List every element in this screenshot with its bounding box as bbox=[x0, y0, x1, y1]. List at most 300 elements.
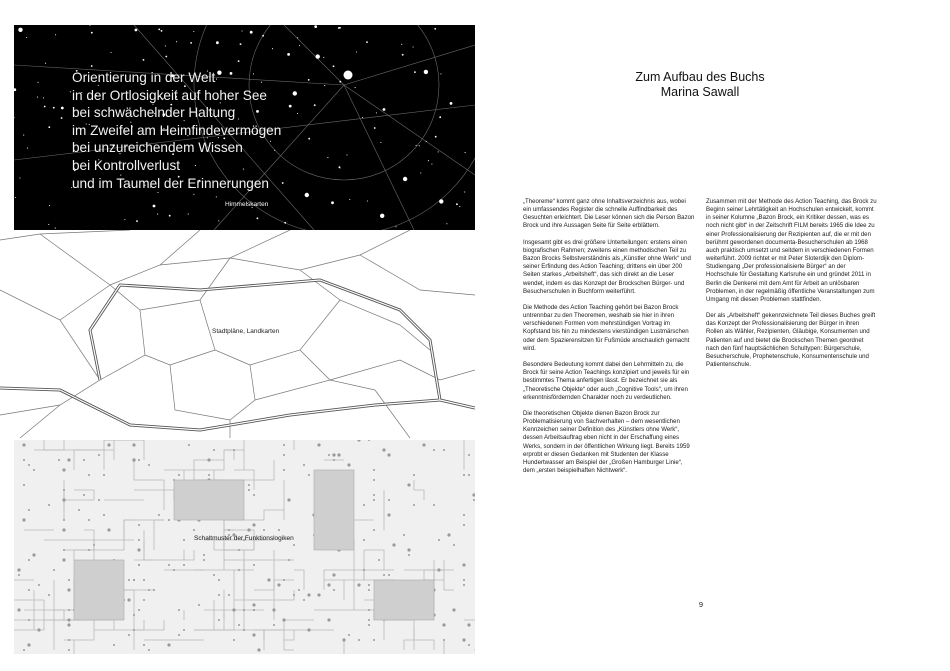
solder-pad bbox=[178, 634, 180, 636]
solder-pad bbox=[243, 609, 245, 611]
solder-pad bbox=[48, 594, 50, 596]
solder-pad bbox=[392, 543, 395, 546]
circuit-trace bbox=[134, 490, 174, 500]
star bbox=[435, 136, 437, 138]
solder-pad bbox=[213, 574, 215, 576]
solder-pad bbox=[203, 559, 205, 561]
poem-line: in der Ortlosigkeit auf hoher See bbox=[72, 87, 267, 103]
star bbox=[456, 203, 458, 205]
star bbox=[15, 197, 16, 198]
solder-pad bbox=[373, 469, 375, 471]
solder-pad bbox=[32, 553, 35, 556]
solder-pad bbox=[382, 448, 385, 451]
star bbox=[293, 91, 297, 95]
solder-pad bbox=[357, 583, 360, 586]
circuit-trace bbox=[384, 620, 414, 640]
solder-pad bbox=[272, 608, 275, 611]
solder-pad bbox=[463, 584, 465, 586]
solder-pad bbox=[368, 624, 370, 626]
star bbox=[44, 106, 46, 108]
solder-pad bbox=[253, 609, 255, 611]
poem-line: Orientierung in der Welt bbox=[72, 70, 216, 85]
solder-pad bbox=[63, 549, 65, 551]
solder-pad bbox=[138, 564, 140, 566]
solder-pad bbox=[273, 624, 275, 626]
author-name: Marina Sawall bbox=[660, 85, 740, 99]
circuit-trace bbox=[254, 550, 274, 590]
solder-pad bbox=[138, 609, 140, 611]
solder-pad bbox=[17, 608, 20, 611]
solder-pad bbox=[68, 609, 70, 611]
star bbox=[431, 163, 432, 164]
star bbox=[339, 166, 341, 168]
solder-pad bbox=[27, 643, 30, 646]
star bbox=[48, 224, 49, 225]
solder-pad bbox=[368, 440, 370, 441]
star bbox=[61, 117, 63, 119]
solder-pad bbox=[293, 544, 295, 546]
solder-pad bbox=[113, 644, 115, 646]
star bbox=[355, 87, 356, 88]
solder-pad bbox=[128, 634, 130, 636]
star bbox=[165, 56, 167, 58]
solder-pad bbox=[37, 628, 40, 631]
solder-pad bbox=[373, 529, 375, 531]
solder-pad bbox=[307, 593, 310, 596]
solder-pad bbox=[67, 618, 70, 621]
star bbox=[428, 160, 429, 161]
circuit-trace bbox=[364, 550, 384, 570]
star bbox=[188, 214, 189, 215]
star bbox=[55, 228, 56, 229]
star bbox=[308, 138, 310, 140]
star bbox=[238, 60, 240, 62]
star bbox=[401, 44, 402, 45]
solder-pad bbox=[143, 599, 145, 601]
solder-pad bbox=[28, 619, 30, 621]
solder-pad bbox=[68, 639, 70, 641]
circuit-trace bbox=[154, 520, 164, 550]
solder-pad bbox=[287, 498, 290, 501]
star bbox=[240, 43, 242, 45]
star bbox=[316, 54, 320, 58]
star bbox=[297, 37, 298, 38]
circuit-trace bbox=[294, 570, 304, 590]
solder-pad bbox=[252, 633, 255, 636]
solder-pad bbox=[327, 618, 330, 621]
star bbox=[43, 97, 44, 98]
solder-pad bbox=[132, 458, 135, 461]
solder-pad bbox=[248, 484, 250, 486]
solder-pad bbox=[183, 539, 185, 541]
star bbox=[362, 117, 363, 118]
star bbox=[153, 205, 156, 208]
solder-pad bbox=[413, 504, 415, 506]
star bbox=[70, 91, 71, 92]
poem-line: bei Kontrollverlust bbox=[72, 157, 181, 173]
solder-pad bbox=[347, 463, 350, 466]
solder-pad bbox=[288, 559, 290, 561]
solder-pad bbox=[257, 648, 260, 651]
solder-pad bbox=[23, 484, 25, 486]
solder-pad bbox=[463, 474, 465, 476]
solder-pad bbox=[267, 578, 270, 581]
solder-pad bbox=[193, 529, 195, 531]
star bbox=[299, 45, 300, 46]
star bbox=[327, 157, 328, 158]
solder-pad bbox=[283, 469, 285, 471]
solder-pad bbox=[388, 454, 390, 456]
solder-pad bbox=[373, 639, 375, 641]
solder-pad bbox=[387, 513, 390, 516]
star bbox=[282, 182, 284, 184]
circuit-trace bbox=[184, 550, 194, 560]
solder-pad bbox=[373, 479, 375, 481]
star bbox=[366, 41, 368, 43]
circuit-trace bbox=[14, 570, 34, 580]
solder-pad bbox=[63, 489, 65, 491]
text-column-left bbox=[523, 198, 695, 483]
solder-pad bbox=[143, 644, 145, 646]
solder-pad bbox=[358, 639, 360, 641]
paragraph: Die theoretischen Objekte dienen Bazon Brock zur Problematisierung von Sachverhalten – dem wesentlichen Kennzeichen seiner Definition des „Künstlers ohne Werk“, dessen Arbeitsauftrag eben nicht in der Erschaffung eines Werks, sondern in der öffentlichen Wirkung liegt. Bereits 1959 erprobt er diesen Gedanken mit Studenten der Klasse Hundertwasser am Beispiel der „Großen Hamburger Linie“, dem „ersten beispielhaften Nichtwerk“. bbox=[523, 410, 690, 475]
circuit-trace bbox=[64, 640, 74, 654]
solder-pad bbox=[453, 544, 455, 546]
star bbox=[395, 226, 396, 227]
solder-pad bbox=[368, 619, 370, 621]
solder-pad bbox=[93, 544, 95, 546]
solder-pad bbox=[248, 489, 250, 491]
solder-pad bbox=[48, 504, 50, 506]
solder-pad bbox=[283, 579, 285, 581]
solder-pad bbox=[68, 579, 70, 581]
solder-pad bbox=[128, 579, 130, 581]
solder-pad bbox=[143, 579, 145, 581]
circuit-trace bbox=[284, 630, 294, 640]
solder-pad bbox=[368, 609, 370, 611]
solder-pad bbox=[463, 524, 465, 526]
star bbox=[143, 59, 145, 61]
star bbox=[27, 148, 28, 149]
star bbox=[165, 45, 166, 46]
solder-pad bbox=[357, 440, 360, 442]
solder-pad bbox=[468, 644, 470, 646]
solder-pad bbox=[327, 583, 330, 586]
circuit-trace bbox=[74, 450, 114, 470]
solder-pad bbox=[62, 528, 65, 531]
solder-pad bbox=[207, 458, 210, 461]
solder-pad bbox=[132, 443, 135, 446]
solder-pad bbox=[138, 459, 140, 461]
solder-pad bbox=[303, 599, 305, 601]
solder-pad bbox=[408, 554, 410, 556]
star bbox=[158, 29, 160, 31]
star bbox=[136, 220, 138, 222]
star bbox=[333, 65, 335, 67]
solder-pad bbox=[243, 629, 245, 631]
star bbox=[157, 214, 158, 215]
solder-pad bbox=[363, 504, 365, 506]
star bbox=[439, 199, 443, 203]
star bbox=[91, 65, 93, 67]
caption-city-maps: Stadtpläne, Landkarten bbox=[212, 328, 280, 335]
solder-pad bbox=[333, 589, 335, 591]
solder-pad bbox=[228, 529, 230, 531]
circuit-trace bbox=[74, 550, 84, 560]
solder-pad bbox=[133, 629, 135, 631]
solder-pad bbox=[232, 608, 235, 611]
solder-pad bbox=[58, 459, 60, 461]
circuit-trace bbox=[14, 600, 44, 630]
orientation-poem bbox=[72, 69, 281, 192]
solder-pad bbox=[238, 624, 240, 626]
solder-pad bbox=[317, 443, 320, 446]
caption-circuit-patterns: Schaltmuster der Funktionslogiken bbox=[194, 535, 294, 542]
solder-pad bbox=[67, 458, 70, 461]
solder-pad bbox=[233, 639, 235, 641]
solder-pad bbox=[17, 568, 20, 571]
solder-pad bbox=[342, 638, 345, 641]
solder-pad bbox=[168, 564, 170, 566]
star bbox=[297, 113, 298, 114]
solder-pad bbox=[247, 528, 250, 531]
solder-pad bbox=[238, 549, 240, 551]
star bbox=[287, 53, 290, 56]
solder-pad bbox=[278, 529, 280, 531]
star bbox=[135, 29, 138, 32]
star bbox=[314, 25, 317, 28]
text-column-right bbox=[706, 198, 878, 377]
circuit-trace bbox=[444, 560, 454, 590]
star bbox=[37, 97, 38, 98]
star bbox=[424, 70, 428, 74]
paragraph: „Theoreme“ kommt ganz ohne Inhaltsverzeichnis aus, wobei ein umfassendes Register die schnelle Auffindbarkeit des Gesuchten erleichtert. Die Leser können sich die Person Bazon Brock und ihre Aussagen Seite für Seite erblättern. bbox=[523, 198, 695, 230]
star bbox=[37, 82, 38, 83]
solder-pad bbox=[218, 594, 220, 596]
solder-pad bbox=[433, 449, 435, 451]
star bbox=[413, 46, 414, 47]
chapter-heading: Zum Aufbau des Buchs bbox=[635, 70, 765, 84]
solder-pad bbox=[62, 498, 65, 501]
star bbox=[14, 117, 15, 118]
solder-pad bbox=[462, 638, 465, 641]
circuit-trace bbox=[414, 480, 424, 500]
star bbox=[308, 79, 310, 81]
solder-pad bbox=[98, 454, 100, 456]
solder-pad bbox=[83, 459, 85, 461]
solder-pad bbox=[213, 449, 215, 451]
solder-pad bbox=[67, 588, 70, 591]
solder-pad bbox=[253, 494, 255, 496]
star bbox=[216, 196, 217, 197]
city-map-image bbox=[0, 230, 475, 438]
solder-pad bbox=[22, 443, 25, 446]
solder-pad bbox=[407, 483, 410, 486]
solder-pad bbox=[413, 474, 415, 476]
star bbox=[53, 107, 55, 109]
solder-pad bbox=[373, 494, 375, 496]
circuit-trace bbox=[234, 590, 294, 600]
solder-pad bbox=[148, 464, 150, 466]
solder-pad bbox=[388, 499, 390, 501]
solder-pad bbox=[407, 548, 410, 551]
star bbox=[403, 177, 407, 181]
star bbox=[439, 116, 441, 118]
solder-pad bbox=[138, 524, 140, 526]
circuit-trace bbox=[64, 480, 94, 510]
star bbox=[169, 215, 171, 217]
solder-pad bbox=[337, 453, 340, 456]
solder-pad bbox=[433, 504, 435, 506]
star bbox=[14, 88, 16, 91]
circuit-trace bbox=[294, 440, 304, 450]
solder-pad bbox=[38, 584, 40, 586]
paragraph: Besondere Bedeutung kommt dabei den Lehrmitteln zu, die Brock für seine Action Teachings konzipiert und jeweils für ein bestimmtes Thema anfertigen lässt. Er bezeichnet sie als „Theoretische Objekte“ oder auch „Cognitive Tools“, um ihren erkenntnisfördernden Charakter noch zu verdeutlichen. bbox=[523, 361, 690, 401]
star bbox=[356, 51, 357, 52]
solder-pad bbox=[127, 598, 130, 601]
solder-pad bbox=[363, 569, 365, 571]
solder-pad bbox=[107, 528, 110, 531]
circuit-trace bbox=[114, 440, 144, 460]
solder-pad bbox=[468, 454, 470, 456]
star bbox=[314, 104, 316, 106]
star bbox=[272, 48, 273, 49]
star bbox=[48, 126, 50, 128]
solder-pad bbox=[22, 518, 25, 521]
solder-pad bbox=[138, 539, 140, 541]
solder-pad bbox=[28, 589, 30, 591]
poem-line: bei schwächelnder Haltung bbox=[72, 105, 236, 121]
solder-pad bbox=[443, 639, 445, 641]
solder-pad bbox=[333, 459, 335, 461]
star bbox=[434, 28, 436, 30]
solder-pad bbox=[252, 603, 255, 606]
circuit-trace bbox=[144, 540, 184, 560]
star bbox=[446, 223, 447, 224]
solder-pad bbox=[218, 579, 220, 581]
solder-pad bbox=[78, 509, 80, 511]
solder-pad bbox=[173, 569, 175, 571]
solder-pad bbox=[28, 509, 30, 511]
solder-pad bbox=[107, 443, 110, 446]
star bbox=[257, 217, 259, 219]
star bbox=[419, 145, 420, 146]
circuit-lines bbox=[14, 440, 475, 654]
star bbox=[242, 30, 243, 31]
solder-pad bbox=[62, 558, 65, 561]
solder-pad bbox=[388, 574, 390, 576]
solder-pad bbox=[203, 554, 205, 556]
star bbox=[376, 112, 377, 113]
circuit-trace bbox=[44, 440, 64, 450]
solder-pad bbox=[188, 444, 190, 446]
solder-pad bbox=[282, 618, 285, 621]
circuit-trace bbox=[224, 450, 234, 460]
solder-pad bbox=[283, 444, 285, 446]
paragraph: Die Methode des Action Teaching gehört bei Bazon Brock untrennbar zu den Theoremen, weshalb sie hier in ihren verschiedenen Formen vom mehrstündigen Vortrag im Kopfstand bis hin zu mindestens vierstündigen Lustmärschen oder dem Spazierensitzen für Fußmüde anschaulich gemacht wird. bbox=[523, 304, 690, 352]
solder-pad bbox=[447, 533, 450, 536]
solder-pad bbox=[28, 559, 30, 561]
solder-pad bbox=[178, 609, 180, 611]
solder-pad bbox=[328, 454, 330, 456]
solder-pad bbox=[88, 519, 90, 521]
solder-pad bbox=[383, 574, 385, 576]
star bbox=[323, 57, 324, 58]
solder-pad bbox=[467, 623, 470, 626]
solder-pad bbox=[183, 564, 185, 566]
circuit-pattern-image bbox=[14, 440, 475, 654]
circuit-trace bbox=[124, 520, 134, 540]
solder-pad bbox=[83, 494, 85, 496]
solder-pad bbox=[28, 464, 30, 466]
solder-pad bbox=[133, 579, 135, 581]
solder-pad bbox=[98, 499, 100, 501]
solder-pad bbox=[137, 548, 140, 551]
star bbox=[18, 28, 22, 32]
solder-pad bbox=[153, 589, 155, 591]
solder-pad bbox=[283, 454, 285, 456]
solder-pad bbox=[363, 539, 365, 541]
solder-pad bbox=[403, 534, 405, 536]
star bbox=[110, 52, 111, 53]
star bbox=[124, 219, 125, 220]
circuit-trace bbox=[84, 530, 94, 560]
solder-pad bbox=[183, 629, 185, 631]
star bbox=[91, 32, 93, 34]
solder-pad bbox=[228, 594, 230, 596]
star bbox=[284, 222, 286, 224]
solder-pad bbox=[463, 514, 465, 516]
solder-pad bbox=[23, 649, 25, 651]
circuit-trace bbox=[404, 640, 434, 650]
star bbox=[331, 201, 334, 204]
star bbox=[426, 141, 427, 142]
circuit-trace bbox=[194, 600, 234, 630]
paragraph: Zusammen mit der Methode des Action Teaching, das Brock zu Beginn seiner Lehrtätigkeit an Hochschulen entwickelt, kommt in seiner Kolumne „Bazon Brock, ein Kritiker dessen, was es noch nicht gibt“ in der Zeitschrift FILM bereits 1965 die Idee zu einer Professionalisierung der Rezipienten auf, die er mit den berühmt gewordenen documenta-Besucherschulen ab 1968 auch praktisch umsetzt und seitdem in verschiedenen Formen weiterführt. 2009 richtet er mit Peter Sloterdijk den Diplom-Studiengang „Der professionalisierte Bürger“ an der Hochschule für Gestaltung Karlsruhe ein und gründet 2011 in Berlin die Denkerei mit dem Amt für Arbeit an unlösbaren Problemen, in der regelmäßig öffentliche Veranstaltungen zum Umgang mit diesen Problemen stattfinden. bbox=[706, 198, 877, 303]
star bbox=[464, 191, 465, 192]
solder-pad bbox=[437, 568, 440, 571]
solder-pad bbox=[88, 549, 90, 551]
solder-pad bbox=[103, 514, 105, 516]
solder-pad bbox=[422, 443, 425, 446]
solder-pad bbox=[158, 514, 160, 516]
circuit-trace bbox=[134, 620, 164, 630]
solder-pad bbox=[252, 523, 255, 526]
star bbox=[383, 108, 386, 111]
star bbox=[414, 71, 416, 73]
solder-pad bbox=[148, 589, 150, 591]
star-map-image bbox=[14, 25, 475, 230]
solder-pad bbox=[67, 623, 70, 626]
circuit-trace bbox=[134, 460, 164, 510]
solder-pad bbox=[103, 474, 105, 476]
solder-pad bbox=[53, 569, 55, 571]
star bbox=[218, 220, 219, 221]
circuit-trace bbox=[94, 540, 124, 550]
star bbox=[49, 205, 50, 206]
caption-star-maps: Himmelskarten bbox=[225, 201, 269, 208]
solder-pad bbox=[442, 623, 445, 626]
star bbox=[55, 34, 56, 35]
star bbox=[190, 42, 192, 44]
star bbox=[250, 31, 253, 34]
solder-pad bbox=[253, 564, 255, 566]
solder-pad bbox=[62, 468, 65, 471]
solder-pad bbox=[238, 569, 240, 571]
circuit-trace bbox=[464, 590, 475, 620]
circuit-trace bbox=[164, 470, 204, 480]
solder-pad bbox=[148, 649, 150, 651]
